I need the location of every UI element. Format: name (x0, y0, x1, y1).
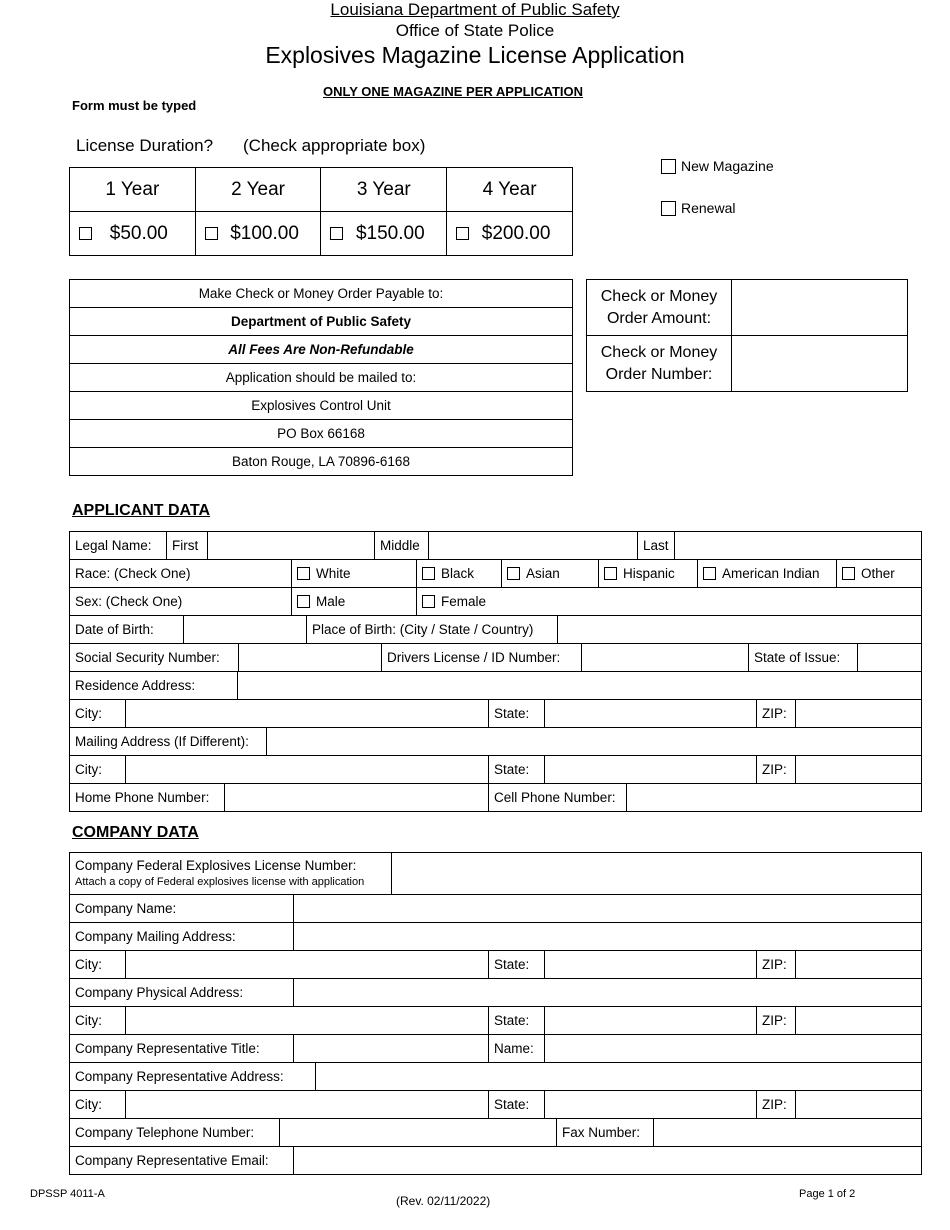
duration-2-checkbox[interactable] (205, 227, 218, 240)
state-label: State: (489, 700, 545, 728)
fel-label: Company Federal Explosives License Number: (75, 857, 357, 873)
revision-date: (Rev. 02/11/2022) (396, 1194, 491, 1208)
form-title: Explosives Magazine License Application (265, 42, 685, 68)
zip-field[interactable] (796, 1007, 922, 1035)
company-name-label: Company Name: (70, 895, 294, 923)
check-box-hint: (Check appropriate box) (243, 136, 426, 155)
rep-city-table (69, 1090, 922, 1119)
residence-city-table (69, 699, 922, 728)
price-1: $50.00 (109, 222, 168, 244)
state-label: State: (489, 951, 545, 979)
city-field[interactable] (126, 700, 489, 728)
race-american-indian-option[interactable] (703, 566, 831, 581)
fax-label: Fax Number: (557, 1119, 654, 1147)
company-name-table (69, 894, 922, 951)
new-magazine-label: New Magazine (681, 158, 774, 174)
payable-to-label: Make Check or Money Order Payable to: (70, 280, 573, 308)
rep-title-field[interactable] (294, 1035, 489, 1063)
middle-name-field[interactable] (429, 532, 638, 560)
race-hispanic-label: Hispanic (623, 566, 675, 581)
duration-4-checkbox[interactable] (456, 227, 469, 240)
race-black-option[interactable] (422, 566, 496, 581)
applicant-name-table (69, 531, 922, 560)
new-magazine-option[interactable] (661, 158, 774, 174)
non-refundable-note: All Fees Are Non-Refundable (70, 336, 573, 364)
race-hispanic-option[interactable] (604, 566, 692, 581)
company-physical-label: Company Physical Address: (70, 979, 294, 1007)
office-name: Office of State Police (395, 21, 555, 40)
race-asian-checkbox[interactable] (507, 567, 520, 580)
zip-label: ZIP: (757, 756, 796, 784)
race-other-option[interactable] (842, 566, 916, 581)
mailing-city-table (69, 755, 922, 784)
race-other-label: Other (861, 566, 895, 581)
company-phone-field[interactable] (280, 1119, 557, 1147)
check-number-label: Check or Money Order Number: (587, 336, 732, 392)
zip-field[interactable] (796, 951, 922, 979)
home-phone-field[interactable] (225, 784, 489, 812)
check-amount-label: Check or Money Order Amount: (587, 280, 732, 336)
company-mailing-city-table (69, 950, 922, 979)
state-label: State: (489, 1007, 545, 1035)
zip-field[interactable] (796, 1091, 922, 1119)
last-name-label: Last (638, 532, 675, 560)
race-american-indian-label: American Indian (722, 566, 820, 581)
city-label: City: (70, 700, 126, 728)
city-field[interactable] (126, 756, 489, 784)
mail-unit: Explosives Control Unit (70, 392, 573, 420)
company-email-label: Company Representative Email: (70, 1147, 294, 1175)
company-mailing-label: Company Mailing Address: (70, 923, 294, 951)
company-email-field[interactable] (294, 1147, 922, 1175)
rep-name-label: Name: (489, 1035, 545, 1063)
duration-3-checkbox[interactable] (330, 227, 343, 240)
race-label: Race: (Check One) (70, 560, 292, 588)
city-label: City: (70, 1091, 126, 1119)
mail-city: Baton Rouge, LA 70896-6168 (70, 448, 573, 476)
dl-label: Drivers License / ID Number: (382, 644, 582, 672)
mail-po-box: PO Box 66168 (70, 420, 573, 448)
state-of-issue-field[interactable] (858, 644, 922, 672)
ssn-field[interactable] (239, 644, 382, 672)
zip-label: ZIP: (757, 951, 796, 979)
company-physical-city-table (69, 1006, 922, 1035)
race-table (69, 559, 922, 588)
race-white-label: White (316, 566, 351, 581)
company-mailing-field[interactable] (294, 923, 922, 951)
duration-table (69, 167, 573, 256)
mailing-table (69, 727, 922, 756)
middle-name-label: Middle (375, 532, 429, 560)
company-section-title: COMPANY DATA (72, 824, 199, 841)
zip-field[interactable] (796, 756, 922, 784)
company-phone-table (69, 1118, 922, 1147)
sex-female-label: Female (441, 594, 487, 609)
form-id: DPSSP 4011-A (30, 1188, 105, 1200)
dl-field[interactable] (582, 644, 749, 672)
state-field[interactable] (545, 1091, 757, 1119)
race-black-checkbox[interactable] (422, 567, 435, 580)
id-table (69, 643, 922, 672)
renewal-label: Renewal (681, 200, 736, 216)
sex-male-label: Male (316, 594, 346, 609)
duration-2-year: 2 Year (195, 168, 321, 212)
new-magazine-checkbox[interactable] (661, 159, 676, 174)
check-amount-field[interactable] (732, 280, 908, 336)
sex-female-checkbox[interactable] (422, 595, 435, 608)
applicant-section-title: APPLICANT DATA (72, 502, 211, 519)
state-label: State: (489, 1091, 545, 1119)
race-american-indian-checkbox[interactable] (703, 567, 716, 580)
pob-field[interactable] (558, 616, 922, 644)
rep-address-label: Company Representative Address: (70, 1063, 316, 1091)
rep-address-field[interactable] (316, 1063, 922, 1091)
legal-name-label: Legal Name: (70, 532, 167, 560)
price-2: $100.00 (230, 222, 299, 244)
residence-field[interactable] (238, 672, 922, 700)
state-field[interactable] (545, 756, 757, 784)
company-physical-table (69, 978, 922, 1007)
race-asian-label: Asian (526, 566, 560, 581)
birth-table (69, 615, 922, 644)
renewal-option[interactable] (661, 200, 735, 216)
fax-field[interactable] (654, 1119, 922, 1147)
first-name-field[interactable] (208, 532, 375, 560)
race-asian-option[interactable] (507, 566, 593, 581)
company-physical-field[interactable] (294, 979, 922, 1007)
price-3: $150.00 (355, 222, 425, 244)
sex-table (69, 587, 922, 616)
city-field[interactable] (126, 1007, 489, 1035)
rep-title-table (69, 1034, 922, 1063)
city-label: City: (70, 951, 126, 979)
city-label: City: (70, 756, 126, 784)
cell-phone-field[interactable] (627, 784, 922, 812)
home-phone-label: Home Phone Number: (70, 784, 225, 812)
first-name-label: First (167, 532, 208, 560)
payment-info-table (69, 279, 573, 476)
price-4: $200.00 (481, 222, 551, 244)
sex-label: Sex: (Check One) (70, 588, 292, 616)
page-number: Page 1 of 2 (799, 1188, 856, 1200)
duration-1-year: 1 Year (70, 168, 196, 212)
company-name-field[interactable] (294, 895, 922, 923)
payee-name: Department of Public Safety (70, 308, 573, 336)
check-number-field[interactable] (732, 336, 908, 392)
sex-female-option[interactable] (422, 594, 916, 609)
rep-address-table (69, 1062, 922, 1091)
check-info-table (586, 279, 908, 392)
race-white-option[interactable] (297, 566, 411, 581)
sex-male-option[interactable] (297, 594, 411, 609)
fel-note: Attach a copy of Federal explosives license with application (75, 875, 365, 888)
fel-table (69, 852, 922, 895)
state-field[interactable] (545, 700, 757, 728)
rep-title-label: Company Representative Title: (70, 1035, 294, 1063)
company-email-table (69, 1146, 922, 1175)
dob-field[interactable] (184, 616, 307, 644)
zip-label: ZIP: (757, 1007, 796, 1035)
city-label: City: (70, 1007, 126, 1035)
renewal-checkbox[interactable] (661, 201, 676, 216)
city-field[interactable] (126, 1091, 489, 1119)
residence-label: Residence Address: (70, 672, 238, 700)
sex-male-checkbox[interactable] (297, 595, 310, 608)
company-phone-label: Company Telephone Number: (70, 1119, 280, 1147)
state-of-issue-label: State of Issue: (749, 644, 858, 672)
city-field[interactable] (126, 951, 489, 979)
fel-field[interactable] (392, 853, 922, 895)
duration-3-year: 3 Year (321, 168, 447, 212)
ssn-label: Social Security Number: (70, 644, 239, 672)
zip-field[interactable] (796, 700, 922, 728)
zip-label: ZIP: (757, 1091, 796, 1119)
last-name-field[interactable] (674, 532, 921, 560)
typed-note: Form must be typed (72, 98, 197, 113)
license-duration-label: License Duration? (76, 136, 214, 155)
residence-table (69, 671, 922, 700)
race-white-checkbox[interactable] (297, 567, 310, 580)
state-label: State: (489, 756, 545, 784)
state-field[interactable] (545, 951, 757, 979)
rep-name-field[interactable] (545, 1035, 922, 1063)
race-hispanic-checkbox[interactable] (604, 567, 617, 580)
one-magazine-note: ONLY ONE MAGAZINE PER APPLICATION (323, 84, 584, 99)
mailing-label: Mailing Address (If Different): (70, 728, 267, 756)
race-other-checkbox[interactable] (842, 567, 855, 580)
agency-name: Louisiana Department of Public Safety (330, 0, 620, 19)
state-field[interactable] (545, 1007, 757, 1035)
mailing-field[interactable] (267, 728, 922, 756)
dob-label: Date of Birth: (70, 616, 184, 644)
cell-phone-label: Cell Phone Number: (489, 784, 627, 812)
duration-1-checkbox[interactable] (79, 227, 92, 240)
zip-label: ZIP: (757, 700, 796, 728)
pob-label: Place of Birth: (City / State / Country) (307, 616, 558, 644)
race-black-label: Black (441, 566, 475, 581)
duration-4-year: 4 Year (447, 168, 573, 212)
mail-to-label: Application should be mailed to: (70, 364, 573, 392)
phone-table (69, 783, 922, 812)
